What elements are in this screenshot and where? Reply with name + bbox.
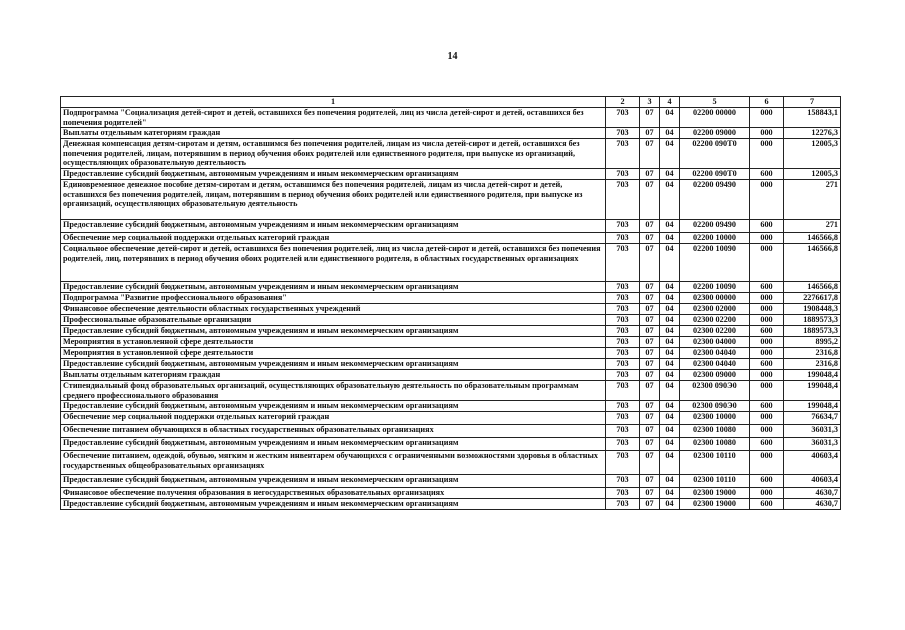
row-subsection: 04 (660, 108, 680, 128)
row-section: 07 (640, 128, 660, 139)
row-expense-type: 000 (750, 139, 784, 169)
row-amount: 1908448,3 (784, 304, 841, 315)
row-expense-type: 000 (750, 304, 784, 315)
row-target-article: 02200 10000 (680, 233, 750, 244)
row-description: Мероприятия в установленной сфере деятельности (61, 348, 606, 359)
row-amount: 146566,8 (784, 233, 841, 244)
row-expense-type: 000 (750, 451, 784, 475)
row-target-article: 02200 10090 (680, 244, 750, 282)
row-subsection: 04 (660, 128, 680, 139)
row-expense-type: 600 (750, 169, 784, 180)
row-expense-type: 000 (750, 293, 784, 304)
row-section: 07 (640, 401, 660, 412)
row-description: Обеспечение мер социальной поддержки отдельных категорий граждан (61, 412, 606, 425)
column-header: 1 (61, 97, 606, 108)
row-amount: 12005,3 (784, 169, 841, 180)
row-target-article: 02300 10080 (680, 438, 750, 451)
table-row (61, 315, 841, 326)
table-row (61, 244, 841, 282)
row-expense-type: 000 (750, 128, 784, 139)
row-subsection: 04 (660, 412, 680, 425)
column-header: 3 (640, 97, 660, 108)
table-row (61, 348, 841, 359)
table-row (61, 293, 841, 304)
row-expense-type: 000 (750, 180, 784, 220)
row-subsection: 04 (660, 359, 680, 370)
row-admin-code: 703 (606, 337, 640, 348)
row-admin-code: 703 (606, 108, 640, 128)
row-admin-code: 703 (606, 451, 640, 475)
row-description: Финансовое обеспечение деятельности областных государственных учреждений (61, 304, 606, 315)
row-admin-code: 703 (606, 233, 640, 244)
row-target-article: 02300 19000 (680, 488, 750, 499)
row-target-article: 02300 10000 (680, 412, 750, 425)
row-section: 07 (640, 412, 660, 425)
row-amount: 146566,8 (784, 282, 841, 293)
row-section: 07 (640, 244, 660, 282)
row-section: 07 (640, 425, 660, 438)
row-expense-type: 000 (750, 381, 784, 401)
row-admin-code: 703 (606, 220, 640, 233)
table-row (61, 220, 841, 233)
row-subsection: 04 (660, 244, 680, 282)
row-expense-type: 600 (750, 475, 784, 488)
row-section: 07 (640, 337, 660, 348)
row-section: 07 (640, 326, 660, 337)
row-amount: 2316,8 (784, 359, 841, 370)
row-target-article: 02300 02000 (680, 304, 750, 315)
table-row (61, 139, 841, 169)
column-header: 2 (606, 97, 640, 108)
row-description: Профессиональные образовательные организации (61, 315, 606, 326)
row-amount: 158843,1 (784, 108, 841, 128)
row-amount: 12005,3 (784, 139, 841, 169)
row-expense-type: 000 (750, 425, 784, 438)
row-section: 07 (640, 381, 660, 401)
row-section: 07 (640, 108, 660, 128)
table-row (61, 282, 841, 293)
row-section: 07 (640, 370, 660, 381)
row-description: Предоставление субсидий бюджетным, автономным учреждениям и иным некоммерческим организациям (61, 475, 606, 488)
row-subsection: 04 (660, 315, 680, 326)
row-amount: 8995,2 (784, 337, 841, 348)
row-expense-type: 000 (750, 412, 784, 425)
row-amount: 40603,4 (784, 451, 841, 475)
row-admin-code: 703 (606, 348, 640, 359)
row-description: Подпрограмма "Социализация детей-сирот и детей, оставшихся без попечения родителей, лиц из числа детей-сирот и детей, оставшихся без попечения родителей" (61, 108, 606, 128)
row-admin-code: 703 (606, 425, 640, 438)
row-admin-code: 703 (606, 304, 640, 315)
table-row (61, 128, 841, 139)
table-row (61, 425, 841, 438)
row-section: 07 (640, 451, 660, 475)
table-body (61, 108, 841, 510)
row-subsection: 04 (660, 348, 680, 359)
row-target-article: 02300 02200 (680, 315, 750, 326)
row-amount: 2316,8 (784, 348, 841, 359)
column-header: 6 (750, 97, 784, 108)
row-amount: 199048,4 (784, 370, 841, 381)
row-admin-code: 703 (606, 326, 640, 337)
row-section: 07 (640, 282, 660, 293)
row-expense-type: 600 (750, 438, 784, 451)
row-amount: 146566,8 (784, 244, 841, 282)
table-header-row (61, 97, 841, 108)
row-section: 07 (640, 315, 660, 326)
row-target-article: 02200 00000 (680, 108, 750, 128)
row-target-article: 02300 04040 (680, 359, 750, 370)
row-description: Предоставление субсидий бюджетным, автономным учреждениям и иным некоммерческим организациям (61, 282, 606, 293)
row-section: 07 (640, 180, 660, 220)
row-expense-type: 000 (750, 370, 784, 381)
row-section: 07 (640, 304, 660, 315)
row-admin-code: 703 (606, 315, 640, 326)
row-subsection: 04 (660, 169, 680, 180)
row-admin-code: 703 (606, 475, 640, 488)
row-section: 07 (640, 348, 660, 359)
row-amount: 76634,7 (784, 412, 841, 425)
row-admin-code: 703 (606, 180, 640, 220)
row-admin-code: 703 (606, 488, 640, 499)
row-amount: 4630,7 (784, 488, 841, 499)
row-subsection: 04 (660, 304, 680, 315)
row-target-article: 02300 04000 (680, 337, 750, 348)
row-expense-type: 000 (750, 244, 784, 282)
row-description: Предоставление субсидий бюджетным, автономным учреждениям и иным некоммерческим организациям (61, 499, 606, 510)
row-target-article: 02300 09000 (680, 370, 750, 381)
row-subsection: 04 (660, 401, 680, 412)
row-amount: 40603,4 (784, 475, 841, 488)
row-admin-code: 703 (606, 381, 640, 401)
row-target-article: 02300 19000 (680, 499, 750, 510)
row-subsection: 04 (660, 438, 680, 451)
row-admin-code: 703 (606, 370, 640, 381)
table-row (61, 169, 841, 180)
row-target-article: 02300 090Э0 (680, 381, 750, 401)
row-amount: 36031,3 (784, 438, 841, 451)
row-admin-code: 703 (606, 169, 640, 180)
row-admin-code: 703 (606, 244, 640, 282)
row-amount: 271 (784, 220, 841, 233)
row-section: 07 (640, 233, 660, 244)
row-expense-type: 000 (750, 348, 784, 359)
row-section: 07 (640, 475, 660, 488)
row-section: 07 (640, 169, 660, 180)
row-subsection: 04 (660, 282, 680, 293)
row-expense-type: 600 (750, 282, 784, 293)
row-target-article: 02300 00000 (680, 293, 750, 304)
row-section: 07 (640, 220, 660, 233)
row-admin-code: 703 (606, 128, 640, 139)
row-expense-type: 000 (750, 108, 784, 128)
budget-table (60, 96, 841, 510)
row-amount: 199048,4 (784, 381, 841, 401)
row-description: Предоставление субсидий бюджетным, автономным учреждениям и иным некоммерческим организациям (61, 359, 606, 370)
row-description: Выплаты отдельным категориям граждан (61, 370, 606, 381)
column-header: 4 (660, 97, 680, 108)
row-admin-code: 703 (606, 139, 640, 169)
row-expense-type: 000 (750, 233, 784, 244)
row-target-article: 02200 090Т0 (680, 139, 750, 169)
row-description: Стипендиальный фонд образовательных организаций, осуществляющих образовательную деятельность по образовательным программам среднего профессионального образования (61, 381, 606, 401)
row-expense-type: 000 (750, 337, 784, 348)
table-row (61, 233, 841, 244)
row-target-article: 02200 09000 (680, 128, 750, 139)
row-subsection: 04 (660, 180, 680, 220)
row-target-article: 02300 10080 (680, 425, 750, 438)
table-row (61, 370, 841, 381)
column-header: 7 (784, 97, 841, 108)
row-description: Обеспечение питанием, одеждой, обувью, мягким и жестким инвентарем обучающихся с ограниченными возможностями здоровья в областных государственных общеобразовательных организациях (61, 451, 606, 475)
row-expense-type: 600 (750, 359, 784, 370)
row-section: 07 (640, 139, 660, 169)
row-subsection: 04 (660, 425, 680, 438)
row-subsection: 04 (660, 499, 680, 510)
row-admin-code: 703 (606, 282, 640, 293)
row-subsection: 04 (660, 381, 680, 401)
row-target-article: 02300 10110 (680, 451, 750, 475)
row-amount: 1889573,3 (784, 315, 841, 326)
row-section: 07 (640, 438, 660, 451)
row-section: 07 (640, 488, 660, 499)
row-amount: 1889573,3 (784, 326, 841, 337)
row-description: Предоставление субсидий бюджетным, автономным учреждениям и иным некоммерческим организациям (61, 438, 606, 451)
row-description: Денежная компенсация детям-сиротам и детям, оставшимся без попечения родителей, лицам из числа детей-сирот и детей, оставшихся без попечения родителей, лицам, потерявшим в период обучения обоих родителей или единственного родителя, при выпуске из организаций, осуществляющих образовательную деятельность (61, 139, 606, 169)
row-description: Мероприятия в установленной сфере деятельности (61, 337, 606, 348)
row-target-article: 02300 10110 (680, 475, 750, 488)
row-admin-code: 703 (606, 401, 640, 412)
row-admin-code: 703 (606, 293, 640, 304)
row-description: Предоставление субсидий бюджетным, автономным учреждениям и иным некоммерческим организациям (61, 169, 606, 180)
row-target-article: 02200 10090 (680, 282, 750, 293)
row-target-article: 02300 090Э0 (680, 401, 750, 412)
table-row (61, 412, 841, 425)
row-subsection: 04 (660, 293, 680, 304)
table-row (61, 401, 841, 412)
table-row (61, 381, 841, 401)
table-row (61, 359, 841, 370)
row-subsection: 04 (660, 475, 680, 488)
row-description: Подпрограмма "Развитие профессионального образования" (61, 293, 606, 304)
row-amount: 2276617,8 (784, 293, 841, 304)
row-description: Социальное обеспечение детей-сирот и детей, оставшихся без попечения родителей, лиц из числа детей-сирот и детей, оставшихся без попечения родителей, лиц, потерявших в период обучения обоих родителей или единственного родителя, в областных государственных организациях (61, 244, 606, 282)
row-description: Предоставление субсидий бюджетным, автономным учреждениям и иным некоммерческим организациям (61, 220, 606, 233)
table-row (61, 326, 841, 337)
row-expense-type: 600 (750, 499, 784, 510)
row-subsection: 04 (660, 233, 680, 244)
table-row (61, 475, 841, 488)
row-expense-type: 600 (750, 326, 784, 337)
row-admin-code: 703 (606, 412, 640, 425)
row-target-article: 02200 09490 (680, 220, 750, 233)
row-expense-type: 000 (750, 315, 784, 326)
table-row (61, 451, 841, 475)
table-row (61, 337, 841, 348)
row-admin-code: 703 (606, 438, 640, 451)
row-amount: 4630,7 (784, 499, 841, 510)
page-number: 14 (447, 51, 458, 62)
row-target-article: 02200 090Т0 (680, 169, 750, 180)
row-expense-type: 000 (750, 488, 784, 499)
row-section: 07 (640, 293, 660, 304)
row-subsection: 04 (660, 488, 680, 499)
table-row (61, 488, 841, 499)
row-amount: 12276,3 (784, 128, 841, 139)
row-subsection: 04 (660, 326, 680, 337)
row-target-article: 02300 04040 (680, 348, 750, 359)
row-target-article: 02300 02200 (680, 326, 750, 337)
row-description: Выплаты отдельным категориям граждан (61, 128, 606, 139)
row-subsection: 04 (660, 220, 680, 233)
row-description: Финансовое обеспечение получения образования в негосударственных образовательных организациях (61, 488, 606, 499)
row-admin-code: 703 (606, 499, 640, 510)
table-row (61, 499, 841, 510)
row-admin-code: 703 (606, 359, 640, 370)
row-expense-type: 600 (750, 220, 784, 233)
row-amount: 36031,3 (784, 425, 841, 438)
column-header: 5 (680, 97, 750, 108)
row-amount: 271 (784, 180, 841, 220)
row-description: Обеспечение мер социальной поддержки отдельных категорий граждан (61, 233, 606, 244)
row-description: Обеспечение питанием обучающихся в областных государственных образовательных организациях (61, 425, 606, 438)
row-subsection: 04 (660, 337, 680, 348)
table-row (61, 180, 841, 220)
row-expense-type: 600 (750, 401, 784, 412)
row-amount: 199048,4 (784, 401, 841, 412)
row-subsection: 04 (660, 451, 680, 475)
row-subsection: 04 (660, 139, 680, 169)
table-row (61, 304, 841, 315)
row-section: 07 (640, 499, 660, 510)
row-description: Единовременное денежное пособие детям-сиротам и детям, оставшимся без попечения родителей, лицам из числа детей-сирот и детей, оставшихся без попечения родителей, лицам, потерявшим в период обучения обоих родителей или единственного родителя, при выпуске из организаций, осуществляющих образовательную деятельность (61, 180, 606, 220)
row-target-article: 02200 09490 (680, 180, 750, 220)
row-description: Предоставление субсидий бюджетным, автономным учреждениям и иным некоммерческим организациям (61, 326, 606, 337)
table-row (61, 108, 841, 128)
row-subsection: 04 (660, 370, 680, 381)
table-row (61, 438, 841, 451)
row-description: Предоставление субсидий бюджетным, автономным учреждениям и иным некоммерческим организациям (61, 401, 606, 412)
row-section: 07 (640, 359, 660, 370)
